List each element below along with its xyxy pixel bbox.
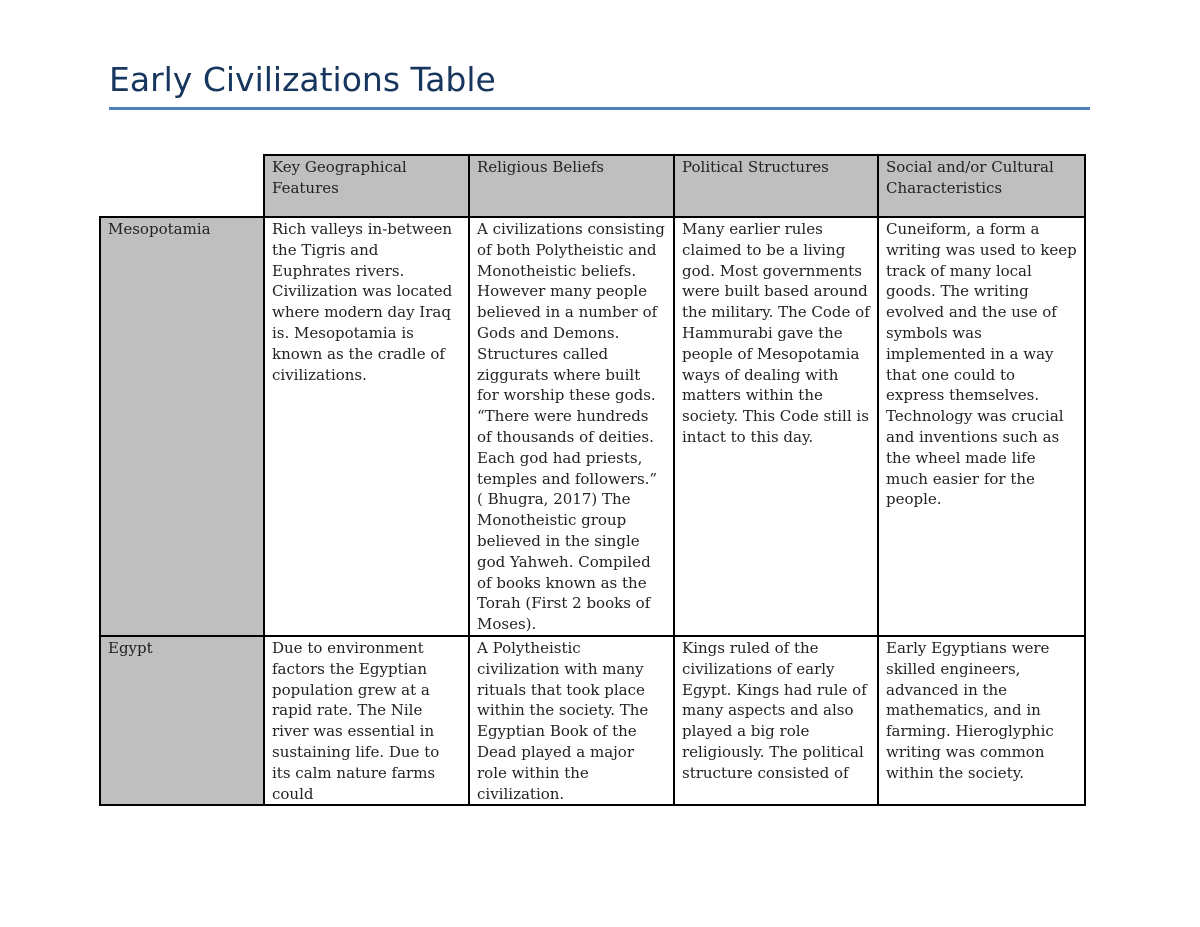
cell-mesopotamia-religion: A civilizations consisting of both Polytheistic and Monotheistic beliefs. However many people believed in a number of Gods and Demons. Structures called ziggurats where built for worship these gods. “There were hundreds of thousands of deities. Each god had priests, temples and followers.” ( Bhugra, 2017) The Monotheistic group believed in the single god Yahweh. Compiled of books known as the Torah (First 2 books of Moses). xyxy=(469,217,674,636)
table-row xyxy=(100,636,1085,805)
row-header-egypt: Egypt xyxy=(100,636,264,805)
civilizations-table xyxy=(99,154,1086,806)
cell-mesopotamia-social-culture: Cuneiform, a form a writing was used to keep track of many local goods. The writing evolved and the use of symbols was implemented in a way that one could to express themselves. Technology was crucial and inventions such as the wheel made life much easier for the people. xyxy=(878,217,1085,636)
row-header-mesopotamia: Mesopotamia xyxy=(100,217,264,636)
cell-mesopotamia-geography: Rich valleys in-between the Tigris and Euphrates rivers. Civilization was located where modern day Iraq is. Mesopotamia is known as the cradle of civilizations. xyxy=(264,217,469,636)
column-header-politics: Political Structures xyxy=(674,155,878,217)
table-row xyxy=(100,217,1085,636)
cell-mesopotamia-politics: Many earlier rules claimed to be a living god. Most governments were built based around the military. The Code of Hammurabi gave the people of Mesopotamia ways of dealing with matters within the society. This Code still is intact to this day. xyxy=(674,217,878,636)
cell-egypt-politics: Kings ruled of the civilizations of early Egypt. Kings had rule of many aspects and also played a big role religiously. The political structure consisted of xyxy=(674,636,878,805)
cell-egypt-social-culture: Early Egyptians were skilled engineers, advanced in the mathematics, and in farming. Hieroglyphic writing was common within the society. xyxy=(878,636,1085,805)
cell-egypt-religion: A Polytheistic civilization with many rituals that took place within the society. The Egyptian Book of the Dead played a major role within the civilization. xyxy=(469,636,674,805)
table-corner-cell xyxy=(100,155,264,217)
title-underline xyxy=(109,107,1090,110)
cell-egypt-geography: Due to environment factors the Egyptian population grew at a rapid rate. The Nile river was essential in sustaining life. Due to its calm nature farms could xyxy=(264,636,469,805)
column-header-social-culture: Social and/or Cultural Characteristics xyxy=(878,155,1085,217)
page-title: Early Civilizations Table xyxy=(109,60,496,99)
column-header-geography: Key Geographical Features xyxy=(264,155,469,217)
table-header-row xyxy=(100,155,1085,217)
column-header-religion: Religious Beliefs xyxy=(469,155,674,217)
